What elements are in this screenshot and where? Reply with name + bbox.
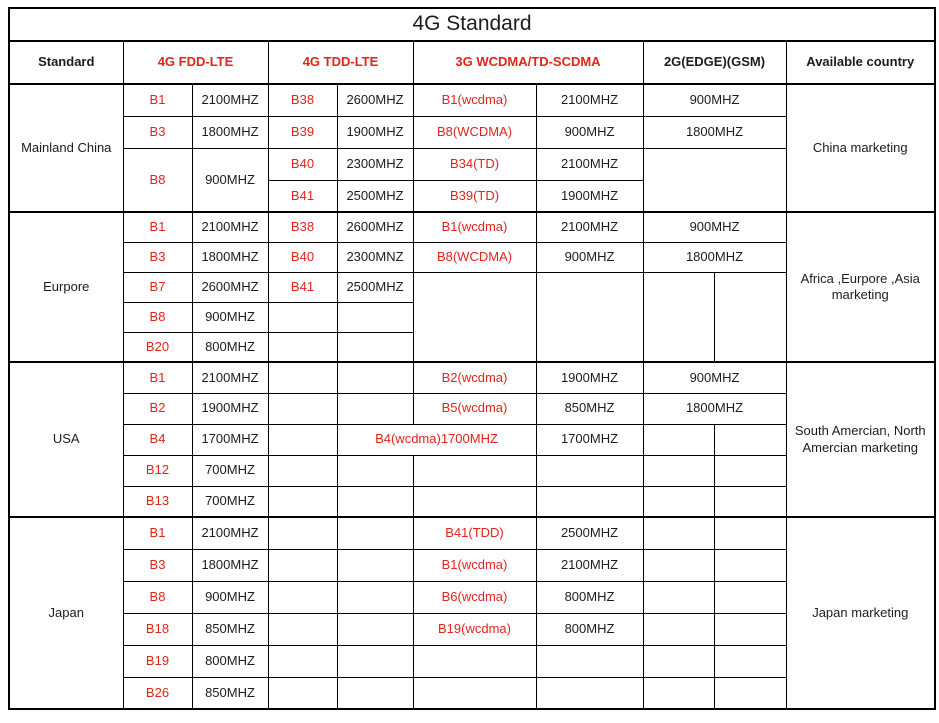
gsm-empty-cell (714, 486, 786, 517)
tdd-freq-cell: 2300MHZ (337, 148, 413, 180)
tdd-band-empty-cell (268, 517, 337, 549)
fdd-freq-cell: 900MHZ (192, 148, 268, 212)
gsm-empty-cell (643, 549, 714, 581)
tdd-freq-empty-cell (337, 393, 413, 424)
fdd-band-cell: B8 (123, 148, 192, 212)
wcdma-freq-cell: 2100MHZ (536, 212, 643, 242)
tdd-band-empty-cell (268, 581, 337, 613)
tdd-band-empty-cell (268, 393, 337, 424)
col-header-wcdma: 3G WCDMA/TD-SCDMA (413, 41, 643, 84)
gsm-empty-cell (714, 455, 786, 486)
wcdma-freq-cell: 800MHZ (536, 581, 643, 613)
wcdma-freq-cell: 1700MHZ (536, 424, 643, 455)
tdd-freq-cell: 2500MHZ (337, 272, 413, 302)
tdd-freq-cell: 1900MHZ (337, 116, 413, 148)
gsm-empty-cell (643, 517, 714, 549)
wcdma-freq-cell: 800MHZ (536, 613, 643, 645)
gsm-cell: 1800MHZ (643, 116, 786, 148)
tdd-freq-empty-cell (337, 581, 413, 613)
gsm-cell: 900MHZ (643, 362, 786, 393)
col-header-available-country: Available country (786, 41, 935, 84)
fdd-freq-cell: 1700MHZ (192, 424, 268, 455)
fdd-band-cell: B26 (123, 677, 192, 709)
gsm-empty-cell (643, 613, 714, 645)
gsm-empty-cell (643, 645, 714, 677)
wcdma-freq-cell: 1900MHZ (536, 180, 643, 212)
tdd-band-empty-cell (268, 332, 337, 362)
fdd-freq-cell: 850MHZ (192, 613, 268, 645)
wcdma-band-empty-cell (413, 272, 536, 362)
fdd-freq-cell: 1900MHZ (192, 393, 268, 424)
gsm-empty-cell (643, 272, 714, 362)
fdd-freq-cell: 2100MHZ (192, 84, 268, 116)
wcdma-freq-cell: 2100MHZ (536, 549, 643, 581)
tdd-band-cell: B39 (268, 116, 337, 148)
tdd-band-empty-cell (268, 645, 337, 677)
wcdma-freq-empty-cell (536, 455, 643, 486)
fdd-band-cell: B1 (123, 362, 192, 393)
gsm-empty-cell (714, 517, 786, 549)
wcdma-freq-empty-cell (536, 645, 643, 677)
gsm-empty-cell (714, 677, 786, 709)
fdd-band-cell: B18 (123, 613, 192, 645)
tdd-freq-cell: 2500MHZ (337, 180, 413, 212)
wcdma-band-cell: B6(wcdma) (413, 581, 536, 613)
wcdma-band-cell: B8(WCDMA) (413, 242, 536, 272)
tdd-band-cell: B40 (268, 148, 337, 180)
tdd-freq-empty-cell (337, 613, 413, 645)
wcdma-band-cell: B5(wcdma) (413, 393, 536, 424)
fdd-freq-cell: 1800MHZ (192, 549, 268, 581)
wcdma-band-empty-cell (413, 677, 536, 709)
marketing-cell-eurpore: Africa ,Eurpore ,Asia marketing (786, 212, 935, 362)
gsm-empty-cell (643, 424, 714, 455)
wcdma-freq-cell: 2100MHZ (536, 84, 643, 116)
region-cell-japan: Japan (9, 517, 123, 709)
gsm-empty-cell (643, 148, 786, 212)
gsm-cell: 1800MHZ (643, 393, 786, 424)
col-header-fdd-lte: 4G FDD-LTE (123, 41, 268, 84)
tdd-band-cell: B41 (268, 180, 337, 212)
wcdma-freq-cell: 2100MHZ (536, 148, 643, 180)
fdd-freq-cell: 800MHZ (192, 645, 268, 677)
tdd-band-cell: B38 (268, 212, 337, 242)
region-cell-usa: USA (9, 362, 123, 517)
wcdma-band-cell: B19(wcdma) (413, 613, 536, 645)
tdd-freq-empty-cell (337, 677, 413, 709)
fdd-band-cell: B3 (123, 116, 192, 148)
tdd-freq-empty-cell (337, 455, 413, 486)
wcdma-band-cell: B1(wcdma) (413, 549, 536, 581)
col-header-gsm: 2G(EDGE)(GSM) (643, 41, 786, 84)
fdd-freq-cell: 700MHZ (192, 486, 268, 517)
wcdma-band-empty-cell (413, 486, 536, 517)
fdd-freq-cell: 900MHZ (192, 302, 268, 332)
fdd-freq-cell: 800MHZ (192, 332, 268, 362)
marketing-cell-usa: South Amercian, North Amercian marketing (786, 362, 935, 517)
gsm-empty-cell (643, 677, 714, 709)
gsm-empty-cell (714, 549, 786, 581)
fdd-band-cell: B8 (123, 581, 192, 613)
wcdma-band-cell: B2(wcdma) (413, 362, 536, 393)
tdd-band-cell: B40 (268, 242, 337, 272)
region-cell-mainland-china: Mainland China (9, 84, 123, 212)
tdd-freq-empty-cell (337, 362, 413, 393)
wcdma-band-cell: B41(TDD) (413, 517, 536, 549)
fdd-freq-cell: 2100MHZ (192, 517, 268, 549)
page-title: 4G Standard (9, 8, 935, 41)
fdd-freq-cell: 700MHZ (192, 455, 268, 486)
tdd-band-empty-cell (268, 613, 337, 645)
tdd-band-empty-cell (268, 424, 337, 455)
gsm-empty-cell (714, 424, 786, 455)
fdd-band-cell: B3 (123, 549, 192, 581)
tdd-band-empty-cell (268, 549, 337, 581)
tdd-band-empty-cell (268, 362, 337, 393)
fdd-freq-cell: 2600MHZ (192, 272, 268, 302)
wcdma-freq-cell: 900MHZ (536, 116, 643, 148)
fdd-band-cell: B3 (123, 242, 192, 272)
gsm-empty-cell (714, 645, 786, 677)
fdd-band-cell: B2 (123, 393, 192, 424)
tdd-freq-empty-cell (337, 332, 413, 362)
fdd-band-cell: B19 (123, 645, 192, 677)
wcdma-band-cell: B39(TD) (413, 180, 536, 212)
fdd-freq-cell: 1800MHZ (192, 116, 268, 148)
tdd-freq-empty-cell (337, 517, 413, 549)
fdd-freq-cell: 2100MHZ (192, 362, 268, 393)
wcdma-freq-empty-cell (536, 486, 643, 517)
gsm-cell: 1800MHZ (643, 242, 786, 272)
tdd-band-empty-cell (268, 302, 337, 332)
fdd-band-cell: B1 (123, 84, 192, 116)
fdd-band-cell: B12 (123, 455, 192, 486)
tdd-freq-cell: 2300MNZ (337, 242, 413, 272)
tdd-freq-empty-cell (337, 302, 413, 332)
gsm-empty-cell (714, 581, 786, 613)
wcdma-band-cell: B8(WCDMA) (413, 116, 536, 148)
fdd-band-cell: B8 (123, 302, 192, 332)
fdd-band-cell: B13 (123, 486, 192, 517)
fdd-band-cell: B20 (123, 332, 192, 362)
tdd-band-cell: B41 (268, 272, 337, 302)
wcdma-freq-cell: 1900MHZ (536, 362, 643, 393)
tdd-freq-empty-cell (337, 645, 413, 677)
gsm-empty-cell (643, 581, 714, 613)
tdd-freq-cell: 2600MHZ (337, 84, 413, 116)
tdd-freq-empty-cell (337, 486, 413, 517)
fdd-band-cell: B1 (123, 212, 192, 242)
fdd-band-cell: B4 (123, 424, 192, 455)
tdd-freq-cell: 2600MHZ (337, 212, 413, 242)
wcdma-freq-cell: 2500MHZ (536, 517, 643, 549)
gsm-empty-cell (714, 613, 786, 645)
fdd-band-cell: B7 (123, 272, 192, 302)
wcdma-band-cell: B1(wcdma) (413, 212, 536, 242)
4g-standard-table (8, 7, 936, 710)
gsm-cell: 900MHZ (643, 84, 786, 116)
marketing-cell-japan: Japan marketing (786, 517, 935, 709)
fdd-freq-cell: 1800MHZ (192, 242, 268, 272)
wcdma-band-cell: B34(TD) (413, 148, 536, 180)
fdd-band-cell: B1 (123, 517, 192, 549)
fdd-freq-cell: 2100MHZ (192, 212, 268, 242)
gsm-cell: 900MHZ (643, 212, 786, 242)
marketing-cell-china: China marketing (786, 84, 935, 212)
wcdma-band-merged-cell: B4(wcdma)1700MHZ (337, 424, 536, 455)
gsm-empty-cell (714, 272, 786, 362)
region-cell-eurpore: Eurpore (9, 212, 123, 362)
wcdma-freq-empty-cell (536, 677, 643, 709)
wcdma-band-empty-cell (413, 455, 536, 486)
col-header-tdd-lte: 4G TDD-LTE (268, 41, 413, 84)
tdd-band-cell: B38 (268, 84, 337, 116)
gsm-empty-cell (643, 455, 714, 486)
tdd-freq-empty-cell (337, 549, 413, 581)
tdd-band-empty-cell (268, 486, 337, 517)
wcdma-band-empty-cell (413, 645, 536, 677)
wcdma-freq-cell: 850MHZ (536, 393, 643, 424)
gsm-empty-cell (643, 486, 714, 517)
tdd-band-empty-cell (268, 677, 337, 709)
fdd-freq-cell: 900MHZ (192, 581, 268, 613)
wcdma-band-cell: B1(wcdma) (413, 84, 536, 116)
wcdma-freq-cell: 900MHZ (536, 242, 643, 272)
col-header-standard: Standard (9, 41, 123, 84)
tdd-band-empty-cell (268, 455, 337, 486)
wcdma-freq-empty-cell (536, 272, 643, 362)
fdd-freq-cell: 850MHZ (192, 677, 268, 709)
